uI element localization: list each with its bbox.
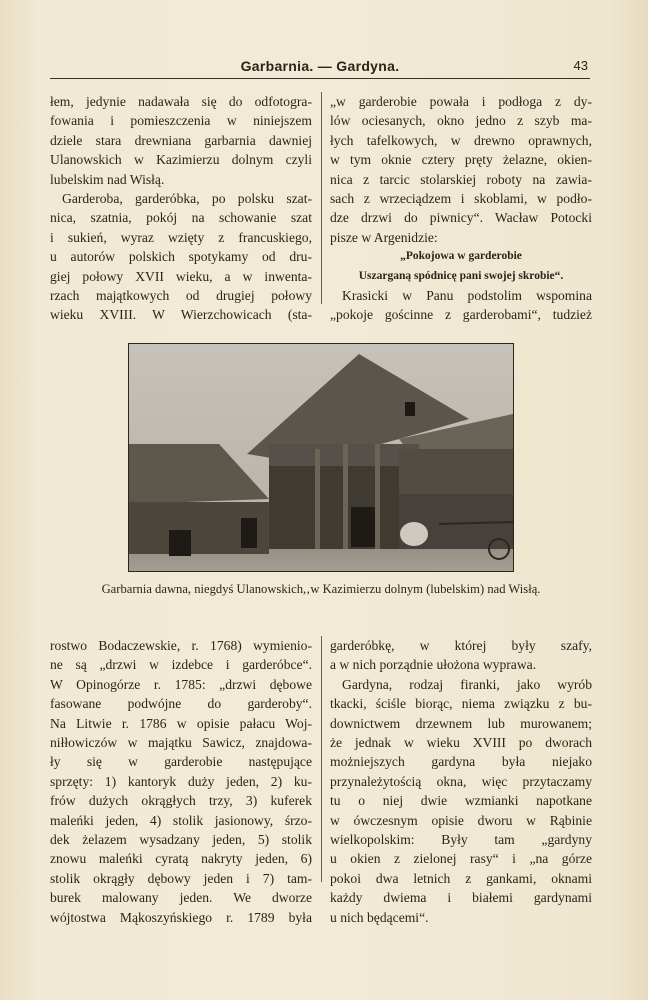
text-line: downictwem drzewnem lub murowanem; — [330, 715, 592, 731]
text-line: garderóbkę, w której były szafy, — [330, 638, 592, 653]
text-line: pisze w Argenidzie: — [330, 229, 438, 245]
text-line: „pokoje gościnne z garderobami“, tudzież — [330, 307, 592, 323]
bottom-right-column — [330, 636, 592, 927]
text-line: giej połowy XVII wieku, a w inwenta- — [50, 268, 312, 284]
text-line: tu o niej dwie wzmianki napotkane — [330, 793, 592, 809]
quote-line: „Pokojowa w garderobie — [400, 250, 522, 263]
text-line: sprzęty: 1) kantoryk duży jeden, 2) ku- — [50, 773, 312, 789]
text-line: dze drzwi do piwnicy“. Wacław Potocki — [330, 210, 592, 226]
top-left-column — [50, 92, 312, 325]
text-line: lubelskim nad Wisłą. — [50, 171, 165, 187]
top-right-column — [330, 92, 592, 325]
text-line: możniejszych gardyna była niejako — [330, 754, 592, 770]
text-line: Garderoba, garderóbka, po polsku szat- — [62, 191, 312, 207]
column-divider — [321, 636, 322, 882]
text-line: w ówczesnym opisie dworu w Rąbinie — [330, 812, 592, 828]
text-line: Ulanowskich w Kazimierzu dolnym czyli — [50, 152, 312, 168]
bottom-left-column — [50, 636, 312, 927]
text-line: ne są „drzwi w izdebce i garderóbce“. — [50, 657, 312, 673]
running-header — [50, 56, 590, 79]
text-line: tkacki, ściśle biorąc, niema związku z bu- — [330, 696, 592, 712]
text-line: burek malowany jeden. We dworze — [50, 890, 312, 906]
text-line: a w nich porządnie ułożona wyprawa. — [330, 657, 537, 673]
text-line: wieku XVIII. W Wierzchowicach (sta- — [50, 307, 312, 323]
text-line: Na Litwie r. 1786 w opisie pałacu Woj- — [50, 715, 312, 731]
text-line: u autorów polskich spotykamy od dru- — [50, 249, 312, 265]
text-line: sach z wrzeciądzem i skoblami, w podło- — [330, 191, 592, 207]
text-line: Gardyna, rodzaj firanki, jako wyrób — [342, 676, 592, 692]
text-line: nica, szatnia, pokój na schowanie szat — [50, 210, 312, 226]
photo-caption: Garbarnia dawna, niegdyś Ulanowskich,‚w Kazimierzu dolnym (lubelskim) nad Wisłą. — [101, 582, 541, 596]
text-line: każdy dwiema i białemi gardynami — [330, 890, 592, 906]
text-line: fowania i pomieszczenia w niniejszem — [50, 113, 312, 129]
text-line: w tym oknie cztery pręty żelazne, okien- — [330, 152, 592, 168]
quote-line: Uszarganą spódnicę pani swojej skrobie“. — [358, 269, 564, 282]
text-line: ły się w garderobie następujące — [50, 754, 312, 770]
column-divider — [321, 92, 322, 304]
text-line: frów dużych okrągłych trzy, 3) kuferek — [50, 793, 312, 809]
tannery-photograph — [128, 343, 514, 572]
text-line: łem, jedynie nadawała się do odfotogra- — [50, 94, 312, 109]
text-line: znowu maleńki cyratą nakryty jeden, 6) — [50, 851, 312, 867]
text-line: fasowane podwójne do garderoby“. — [50, 696, 312, 712]
text-line: pokoi dwa letnich z gankami, oknami — [330, 870, 592, 886]
text-line: „w garderobie powała i podłoga z dy- — [330, 94, 592, 109]
text-line: W Opinogórze r. 1785: „drzwi dębowe — [50, 676, 312, 692]
text-line: rzach majątkowych od drugiej połowy — [50, 288, 312, 304]
text-line: łych tafelkowych, w drewno oprawnych, — [330, 132, 592, 148]
header-title: Garbarnia. — Gardyna. — [240, 58, 400, 74]
text-line: maleńki jeden, 4) stolik jasionowy, śrzo- — [50, 812, 312, 828]
text-line: wielkopolskim: Były tam „gardyny — [330, 832, 592, 848]
text-line: lów ociesanych, okno jedno z szyb ma- — [330, 113, 592, 129]
text-line: u okien z zielonej rasy“ i „na górze — [330, 851, 592, 867]
text-line: że jednak w wieku XVIII po dworach — [330, 735, 592, 751]
text-line: u nich będącemi“. — [330, 909, 429, 925]
page-number: 43 — [573, 58, 588, 73]
text-line: niłłowiczów w majątku Sawicz, znajdowa- — [50, 735, 312, 751]
text-line: stolik okrągły dębowy jeden i 7) tam- — [50, 870, 312, 886]
text-line: dziele stara drewniana garbarnia dawniej — [50, 132, 312, 148]
text-line: przynależytością okna, więc przytaczamy — [330, 773, 592, 789]
text-line: wójtostwa Mąkoszyńskiego r. 1789 była — [50, 909, 312, 925]
text-line: nica z tarcic stolarskiej roboty na zawia- — [330, 171, 592, 187]
text-line: Krasicki w Panu podstolim wspomina — [342, 288, 592, 304]
text-line: dek żelazem wysadzany jeden, 5) stolik — [50, 832, 312, 848]
text-line: i sukień, wyraz wzięty z francuskiego, — [50, 229, 312, 245]
text-line: rostwo Bodaczewskie, r. 1768) wymienio- — [50, 638, 312, 653]
